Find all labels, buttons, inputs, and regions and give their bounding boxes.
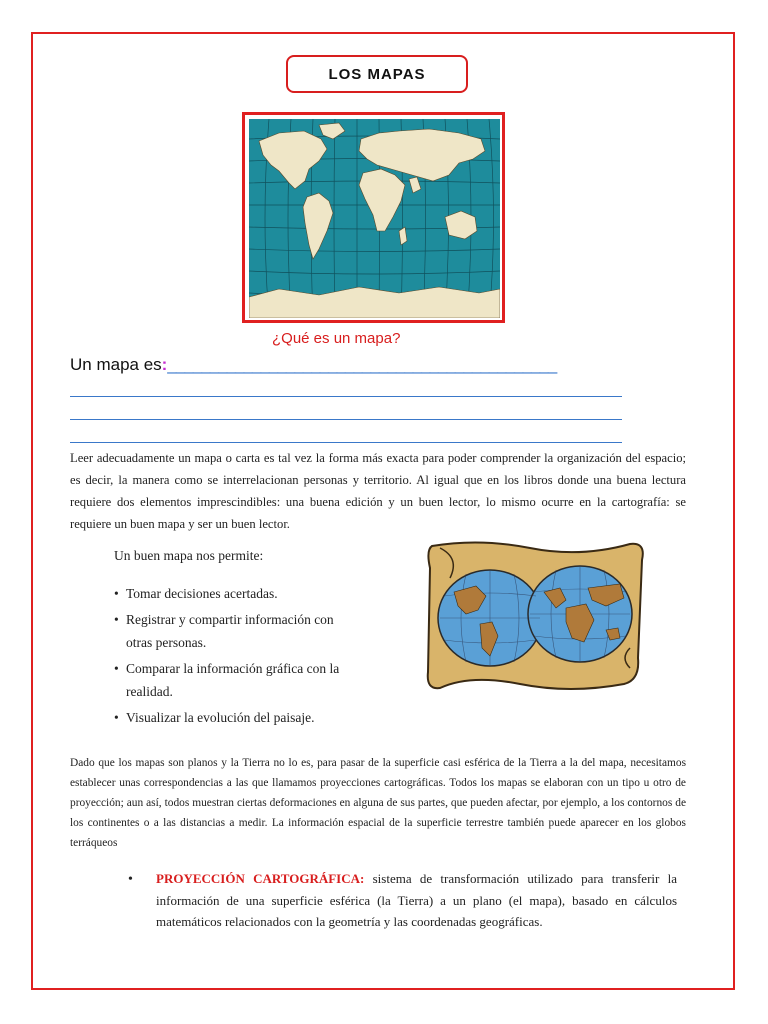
intro-paragraph: Leer adecuadamente un mapa o carta es tal vez la forma más exacta para poder comprender la organización del espacio; es decir, la manera como se interrelacionan personas y territorio. Al igual que en los libros donde una buena lectura requiere dos elementos imprescindibles: una buena edición y un buen lector, lo mismo ocurre en la cartografía: se requiere un buen mapa y ser un buen lector. — [70, 451, 686, 531]
definition-prompt — [70, 355, 556, 375]
list-item: • Comparar la información gráfica con la realidad. — [114, 657, 354, 703]
benefits-list — [114, 582, 354, 732]
list-item: • Registrar y compartir información con otras personas. — [114, 608, 354, 654]
answer-line-3 — [70, 442, 622, 443]
question-heading: ¿Qué es un mapa? — [272, 330, 401, 347]
page-title: LOS MAPAS — [286, 55, 468, 93]
answer-line-1 — [70, 396, 622, 397]
projection-definition — [156, 868, 677, 933]
definition-blank: ______________________________________________ — [167, 355, 557, 374]
projection-term: PROYECCIÓN CARTOGRÁFICA: — [156, 871, 365, 886]
list-item: • Tomar decisiones acertadas. — [114, 582, 354, 605]
world-map-image — [242, 112, 505, 323]
answer-line-2 — [70, 419, 622, 420]
list-intro: Un buen mapa nos permite: — [114, 548, 264, 563]
definition-prefix: Un mapa es — [70, 355, 162, 374]
scroll-map-image — [420, 538, 650, 701]
bullet-marker: • — [128, 872, 133, 887]
projection-text: sistema de transformación utilizado para transferir la información de una superficie esférica (la Tierra) a un plano (el mapa), basado en cálculos matemáticos relacionados con la geometría y las coordenadas geográficas. — [156, 871, 677, 929]
projection-paragraph: Dado que los mapas son planos y la Tierra no lo es, para pasar de la superficie casi esférica de la Tierra a la del mapa, necesitamos establecer unas correspondencias a las que llamamos proyecciones cartográficas. Todos los mapas se elaboran con un tipo u otro de proyección; aun así, todos muestran ciertas deformaciones en alguna de sus partes, que pueden afectar, por ejemplo, a los contornos de los continentes o a las distancias a medir. La información espacial de la superficie terrestre también puede aparecer en los globos terráqueos — [70, 757, 686, 849]
list-item: • Visualizar la evolución del paisaje. — [114, 706, 354, 729]
definition-colon: : — [161, 355, 168, 374]
